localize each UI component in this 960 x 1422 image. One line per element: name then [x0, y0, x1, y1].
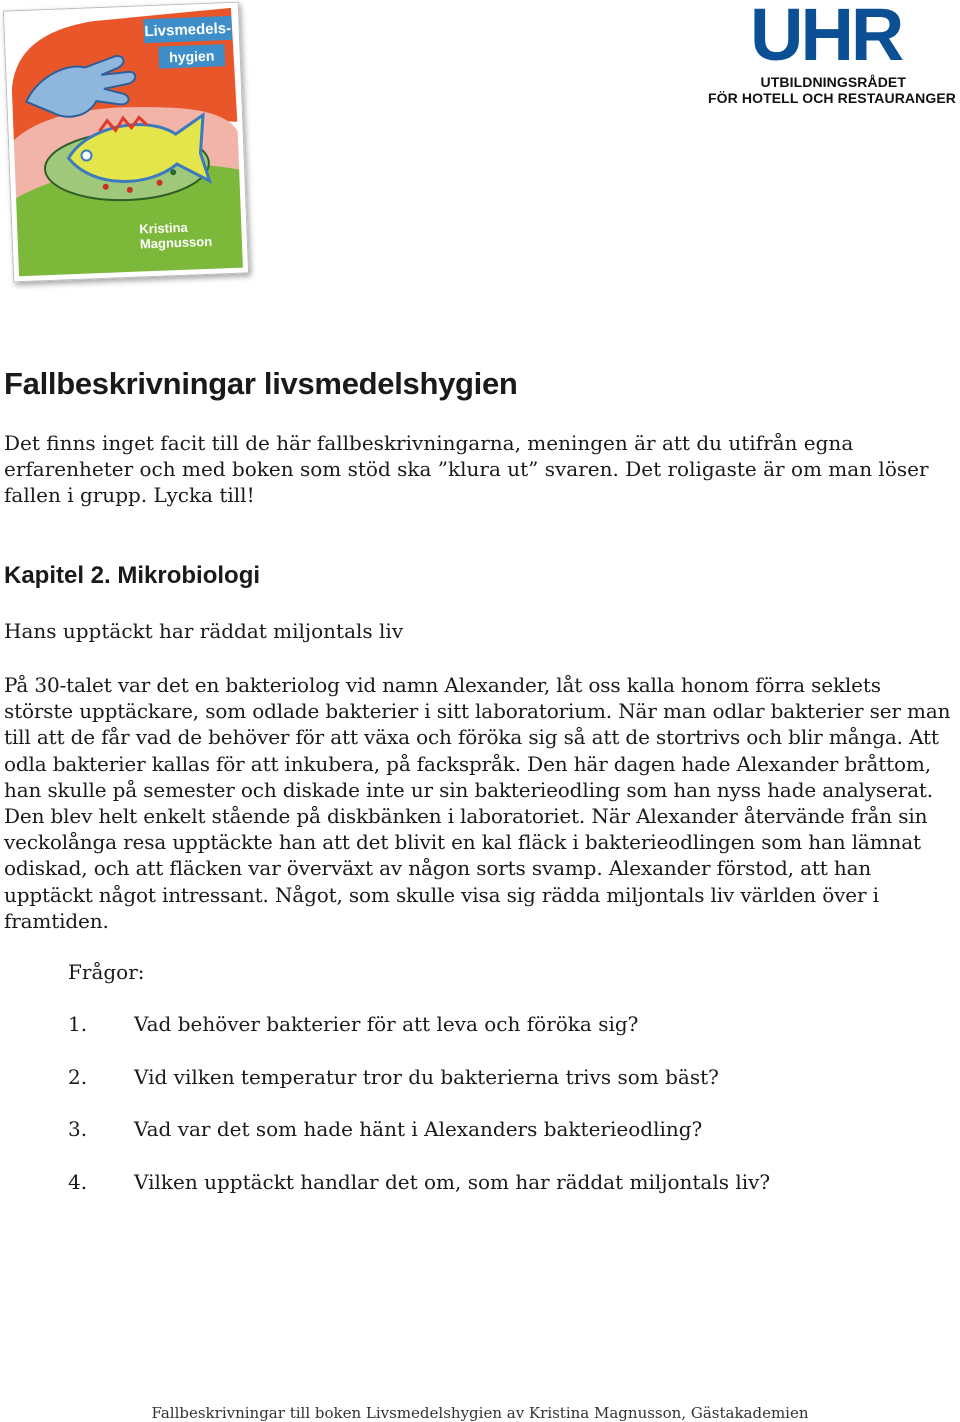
- chapter-heading: Kapitel 2. Mikrobiologi: [4, 562, 261, 589]
- cover-author-line2: Magnusson: [139, 233, 213, 252]
- questions-heading: Frågor:: [68, 960, 145, 984]
- question-text: Vilken upptäckt handlar det om, som har räddat miljontals liv?: [134, 1169, 771, 1194]
- cover-title-line1: Livsmedels-: [144, 19, 232, 41]
- question-text: Vid vilken temperatur tror du bakterierna trivs som bäst?: [134, 1064, 719, 1089]
- page-footer: Fallbeskrivningar till boken Livsmedelshygien av Kristina Magnusson, Gästakademien: [151, 1404, 809, 1422]
- uhr-logo: [700, 2, 958, 112]
- question-number: 3.: [68, 1117, 88, 1141]
- cover-title-line2: hygien: [168, 47, 215, 66]
- page-title: Fallbeskrivningar livsmedelshygien: [4, 366, 518, 401]
- case-title: Hans upptäckt har räddat miljontals liv: [4, 619, 404, 643]
- cover-illustration: [3, 2, 249, 283]
- question-number: 4.: [68, 1169, 88, 1194]
- question-text: Vad var det som hade hänt i Alexanders bakterieodling?: [134, 1117, 703, 1141]
- cover-author-line1: Kristina: [139, 219, 189, 237]
- question-number: 2.: [68, 1064, 88, 1089]
- uhr-logo-text: UHR: [750, 2, 902, 64]
- intro-paragraph: Det finns inget facit till de här fallbeskrivningarna, meningen är att du utifrån egna erfarenheter och med boken som stöd ska ”klura ut” svaren. Det roligaste är om man löser fallen i grupp. Lycka till!: [4, 431, 929, 507]
- book-cover-image: [3, 2, 249, 283]
- question-text: Vad behöver bakterier för att leva och föröka sig?: [134, 1012, 639, 1036]
- case-body: På 30-talet var det en bakteriolog vid namn Alexander, låt oss kalla honom förra seklets störste upptäckare, som odlade bakterier i sitt laboratorium. När man odlar bakterier ser man till att de får vad de behöver för att växa och föröka sig så att de stortrivs och blir många. Att odla bakterier kallas för att inkubera, på fackspråk. Den här dagen hade Alexander bråttom, han skulle på semester och diskade inte ur sin bakterieodling som han nyss hade analyserat. Den blev helt enkelt stående på diskbänken i laboratoriet. När Alexander återvände från sin veckolånga resa upptäckte han att det blivit en kal fläck i bakterieodlingen som han lämnat odiskad, och att fläcken var överväxt av någon sorts svamp. Alexander förstod, att han upptäckt något intressant. Något, som skulle visa sig rädda miljontals liv världen över i framtiden.: [4, 673, 951, 933]
- logo-line-1: UTBILDNINGSRÅDET: [760, 74, 906, 90]
- question-number: 1.: [68, 1012, 88, 1036]
- uhr-logo-mark: [750, 2, 916, 64]
- logo-line-2: FÖR HOTELL OCH RESTAURANGER: [708, 90, 956, 106]
